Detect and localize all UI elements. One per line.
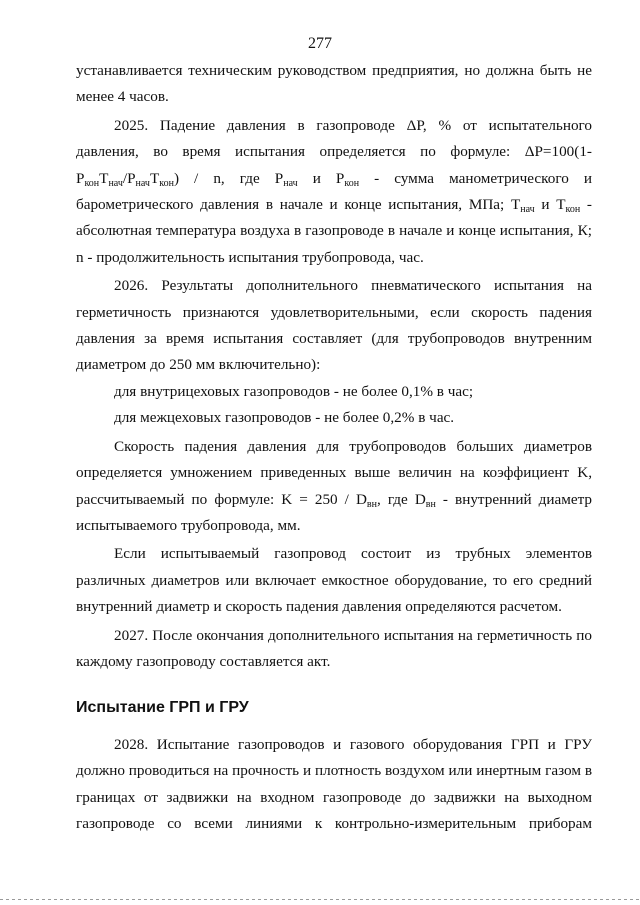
list-item-intrashop: для внутрицеховых газопроводов - не более 0,1% в час; [114,382,474,400]
paragraph-2028: 2028. Испытание газопроводов и газового оборудования ГРП и ГРУ должно проводиться на прочность и плотность воздухом или инертным газом в границах от задвижки на входном газопроводе до задвижки на выходном газопроводе со всеми линиями к контрольно-измерительным приборам [76,735,592,832]
paragraph-speed-coefficient: Скорость падения давления для трубопроводов больших диаметров определяется умножением приведенных выше величин на коэффициент K, рассчитываемый по формуле: $K = 250 / D_{вн}$, где $D_{вн}$ - внутренний диаметр испытываемого трубопровода, мм. [76,437,592,534]
section-heading: Испытание ГРП и ГРУ [76,699,249,717]
formula-pressure-drop: $\Delta P=100(1-P_{кон}T_{нач}/P_{нач}T_{кон}) / n$, где $P_{нач}$ и $P_{кон}$ [76,143,592,189]
paragraph-2025: 2025. Падение давления в газопроводе ΔР, % от испытательного давления, во время испытания определяется по формуле: $\Delta P=100(1-P_{кон}T_{нач}/P_{нач}T_{кон}) / n$, где $P_{нач}$ и $P_{кон}$ - сумма манометрического и барометрического давления в начале и конце испытания, МПа; $T_{нач}$ и $T_{кон}$ - абсолютная температура воздуха в газопроводе в начале и конце испытания, К; n - продолжительность испытания трубопровода, час. [76,116,592,266]
list-item-intershop: для межцеховых газопроводов - не более 0,2% в час. [114,409,455,427]
paragraph-various-diameters: Если испытываемый газопровод состоит из трубных элементов различных диаметров или включает емкостное оборудование, то его средний внутренний диаметр и скорость падения давления определяются расчетом. [76,545,592,616]
scan-edge-line [0,899,640,900]
paragraph-continuation: устанавливается техническим руководством предприятия, но должна быть не менее 4 часов. [76,62,592,106]
document-body [76,58,592,837]
page-number: 277 [308,35,332,52]
paragraph-2025-lead: 2025. Падение давления в газопроводе ΔР, % от испытательного давления, во время испытания определяется по формуле: [76,116,592,161]
paragraph-2026: 2026. Результаты дополнительного пневматического испытания на герметичность признаются удовлетворительными, если скорость падения давления за время испытания составляет (для трубопроводов внутренним диаметром до 250 мм включительно): [76,277,592,374]
paragraph-2027: 2027. После окончания дополнительного испытания на герметичность по каждому газопроводу составляется акт. [76,626,592,670]
